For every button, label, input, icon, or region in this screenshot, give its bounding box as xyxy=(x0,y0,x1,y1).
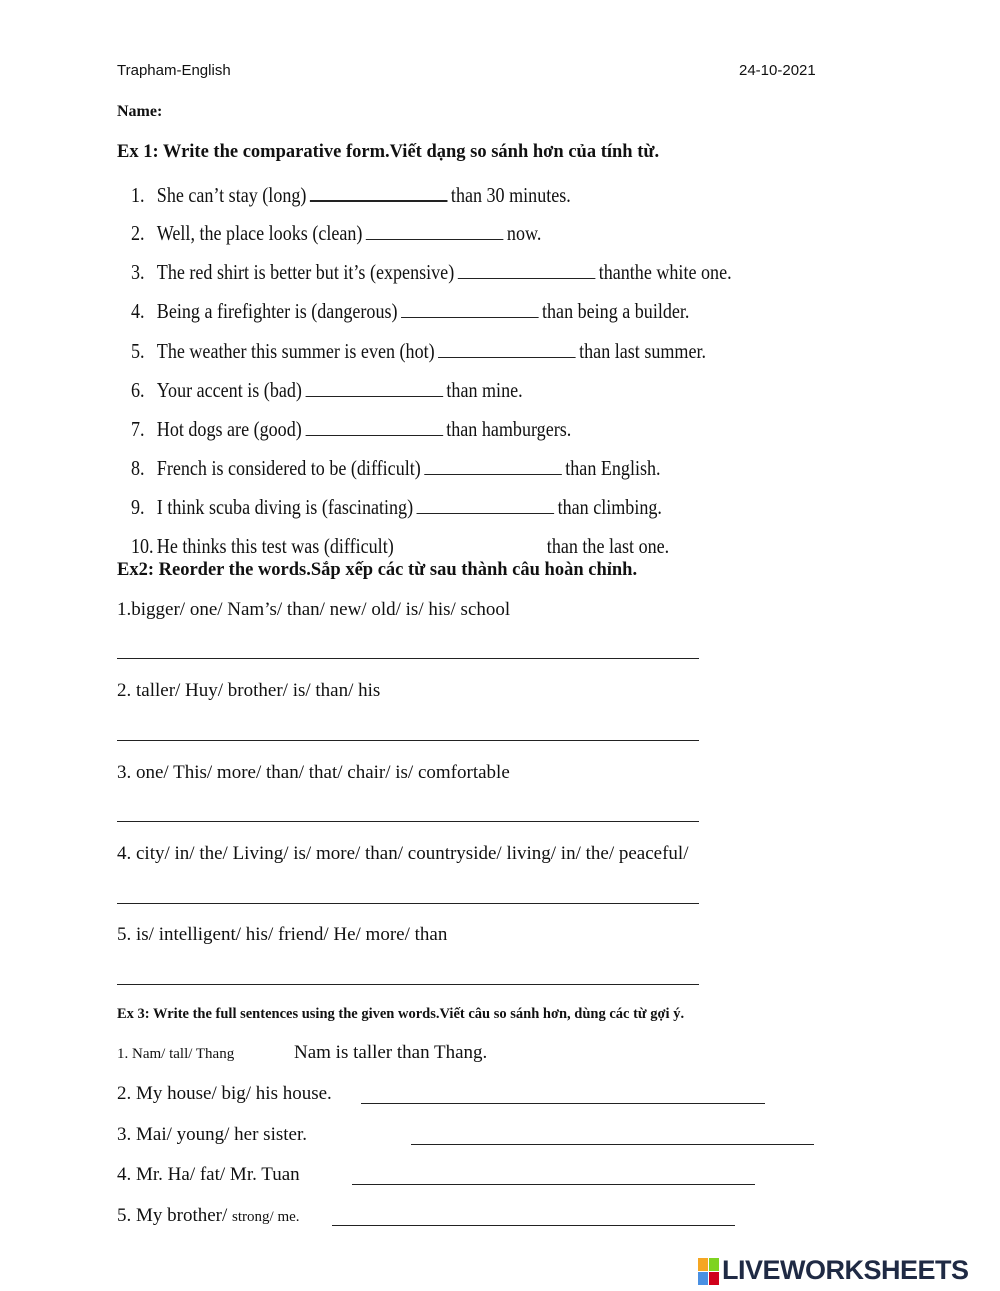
ex3-question-part: 5. My brother/ xyxy=(117,1205,228,1226)
answer-line[interactable] xyxy=(361,1103,765,1104)
ex1-item xyxy=(131,258,732,285)
ex3-question: 3. Mai/ young/ her sister. xyxy=(117,1124,307,1145)
answer-blank[interactable] xyxy=(458,258,596,279)
item-prompt: Well, the place looks (clean) xyxy=(156,221,363,245)
ex3-question xyxy=(117,1205,300,1227)
ex2-title: Ex2: Reorder the words.Sắp xếp các từ sau thành câu hoàn chỉnh. xyxy=(117,560,638,580)
ex3-question: 4. Mr. Ha/ fat/ Mr. Tuan xyxy=(117,1164,300,1185)
answer-line[interactable] xyxy=(117,903,699,904)
ex1-item xyxy=(131,415,571,442)
logo-square xyxy=(698,1258,708,1271)
ex1-item xyxy=(131,180,571,208)
answer-blank[interactable] xyxy=(424,454,562,475)
ex1-item xyxy=(131,337,706,364)
answer-blank[interactable] xyxy=(305,415,443,436)
name-label: Name: xyxy=(117,103,163,120)
item-prompt: She can’t stay (long) xyxy=(156,183,307,207)
ex3-title: Ex 3: Write the full sentences using the given words.Viết câu so sánh hơn, dùng các từ gợi ý. xyxy=(117,1006,685,1022)
item-ending: than hamburgers. xyxy=(446,417,572,441)
item-ending: than English. xyxy=(565,456,661,480)
item-prompt: The weather this summer is even (hot) xyxy=(156,339,435,363)
item-prompt: The red shirt is better but it’s (expensive) xyxy=(156,260,455,284)
item-ending: now. xyxy=(506,221,542,245)
ex1-item xyxy=(131,376,523,403)
header-left: Trapham-English xyxy=(117,62,231,79)
item-ending: than being a builder. xyxy=(541,299,690,323)
ex1-item xyxy=(131,532,669,559)
answer-blank[interactable] xyxy=(397,532,543,553)
item-ending: thanthe white one. xyxy=(598,260,732,284)
ex3-question: 2. My house/ big/ his house. xyxy=(117,1083,332,1104)
logo-text: LIVEWORKSHEETS xyxy=(722,1255,969,1285)
item-prompt: I think scuba diving is (fascinating) xyxy=(156,495,414,519)
item-prompt: Being a firefighter is (dangerous) xyxy=(156,299,398,323)
item-ending: than climbing. xyxy=(557,495,662,519)
item-number: 10. xyxy=(131,534,154,558)
answer-line[interactable] xyxy=(117,658,699,659)
item-ending: than mine. xyxy=(446,378,523,402)
logo-square xyxy=(709,1258,719,1271)
item-number: 5. xyxy=(131,339,145,363)
item-number: 1. xyxy=(131,183,145,207)
answer-line[interactable] xyxy=(352,1184,755,1185)
ex2-question: 3. one/ This/ more/ than/ that/ chair/ is/ comfortable xyxy=(117,762,510,783)
answer-line[interactable] xyxy=(411,1144,814,1145)
ex1-item xyxy=(131,219,541,246)
item-prompt: He thinks this test was (difficult) xyxy=(156,534,394,558)
ex2-question: 4. city/ in/ the/ Living/ is/ more/ than/ countryside/ living/ in/ the/ peaceful/ xyxy=(117,843,689,864)
item-number: 2. xyxy=(131,221,145,245)
answer-blank[interactable] xyxy=(305,376,443,397)
item-number: 3. xyxy=(131,260,145,284)
answer-line[interactable] xyxy=(117,821,699,822)
answer-line[interactable] xyxy=(117,740,699,741)
ex3-example-prompt: 1. Nam/ tall/ Thang xyxy=(117,1046,235,1062)
header-date: 24-10-2021 xyxy=(739,62,816,79)
ex3-example-answer: Nam is taller than Thang. xyxy=(294,1042,488,1063)
liveworksheets-logo[interactable] xyxy=(698,1255,969,1286)
ex2-question: 2. taller/ Huy/ brother/ is/ than/ his xyxy=(117,680,381,701)
answer-blank[interactable] xyxy=(310,180,448,202)
item-prompt: Your accent is (bad) xyxy=(156,378,302,402)
ex2-question: 1.bigger/ one/ Nam’s/ than/ new/ old/ is/ his/ school xyxy=(117,599,511,620)
answer-blank[interactable] xyxy=(401,297,539,318)
item-ending: than the last one. xyxy=(546,534,670,558)
logo-icon xyxy=(698,1258,718,1284)
answer-line[interactable] xyxy=(332,1225,735,1226)
item-number: 4. xyxy=(131,299,145,323)
ex1-title: Ex 1: Write the comparative form.Viết dạng so sánh hơn của tính từ. xyxy=(117,142,660,162)
logo-square xyxy=(709,1272,719,1285)
answer-blank[interactable] xyxy=(417,493,555,514)
item-prompt: Hot dogs are (good) xyxy=(156,417,302,441)
ex3-question-part: strong/ me. xyxy=(232,1209,300,1225)
item-ending: than 30 minutes. xyxy=(450,183,571,207)
ex1-item xyxy=(131,454,661,481)
item-number: 8. xyxy=(131,456,145,480)
item-number: 6. xyxy=(131,378,145,402)
item-ending: than last summer. xyxy=(579,339,707,363)
item-number: 9. xyxy=(131,495,145,519)
ex2-question: 5. is/ intelligent/ his/ friend/ He/ more/ than xyxy=(117,924,448,945)
answer-line[interactable] xyxy=(117,984,699,985)
logo-square xyxy=(698,1272,708,1285)
answer-blank[interactable] xyxy=(366,219,504,240)
ex1-item xyxy=(131,493,662,520)
ex1-item xyxy=(131,297,689,324)
answer-blank[interactable] xyxy=(438,337,576,358)
item-prompt: French is considered to be (difficult) xyxy=(156,456,421,480)
item-number: 7. xyxy=(131,417,145,441)
